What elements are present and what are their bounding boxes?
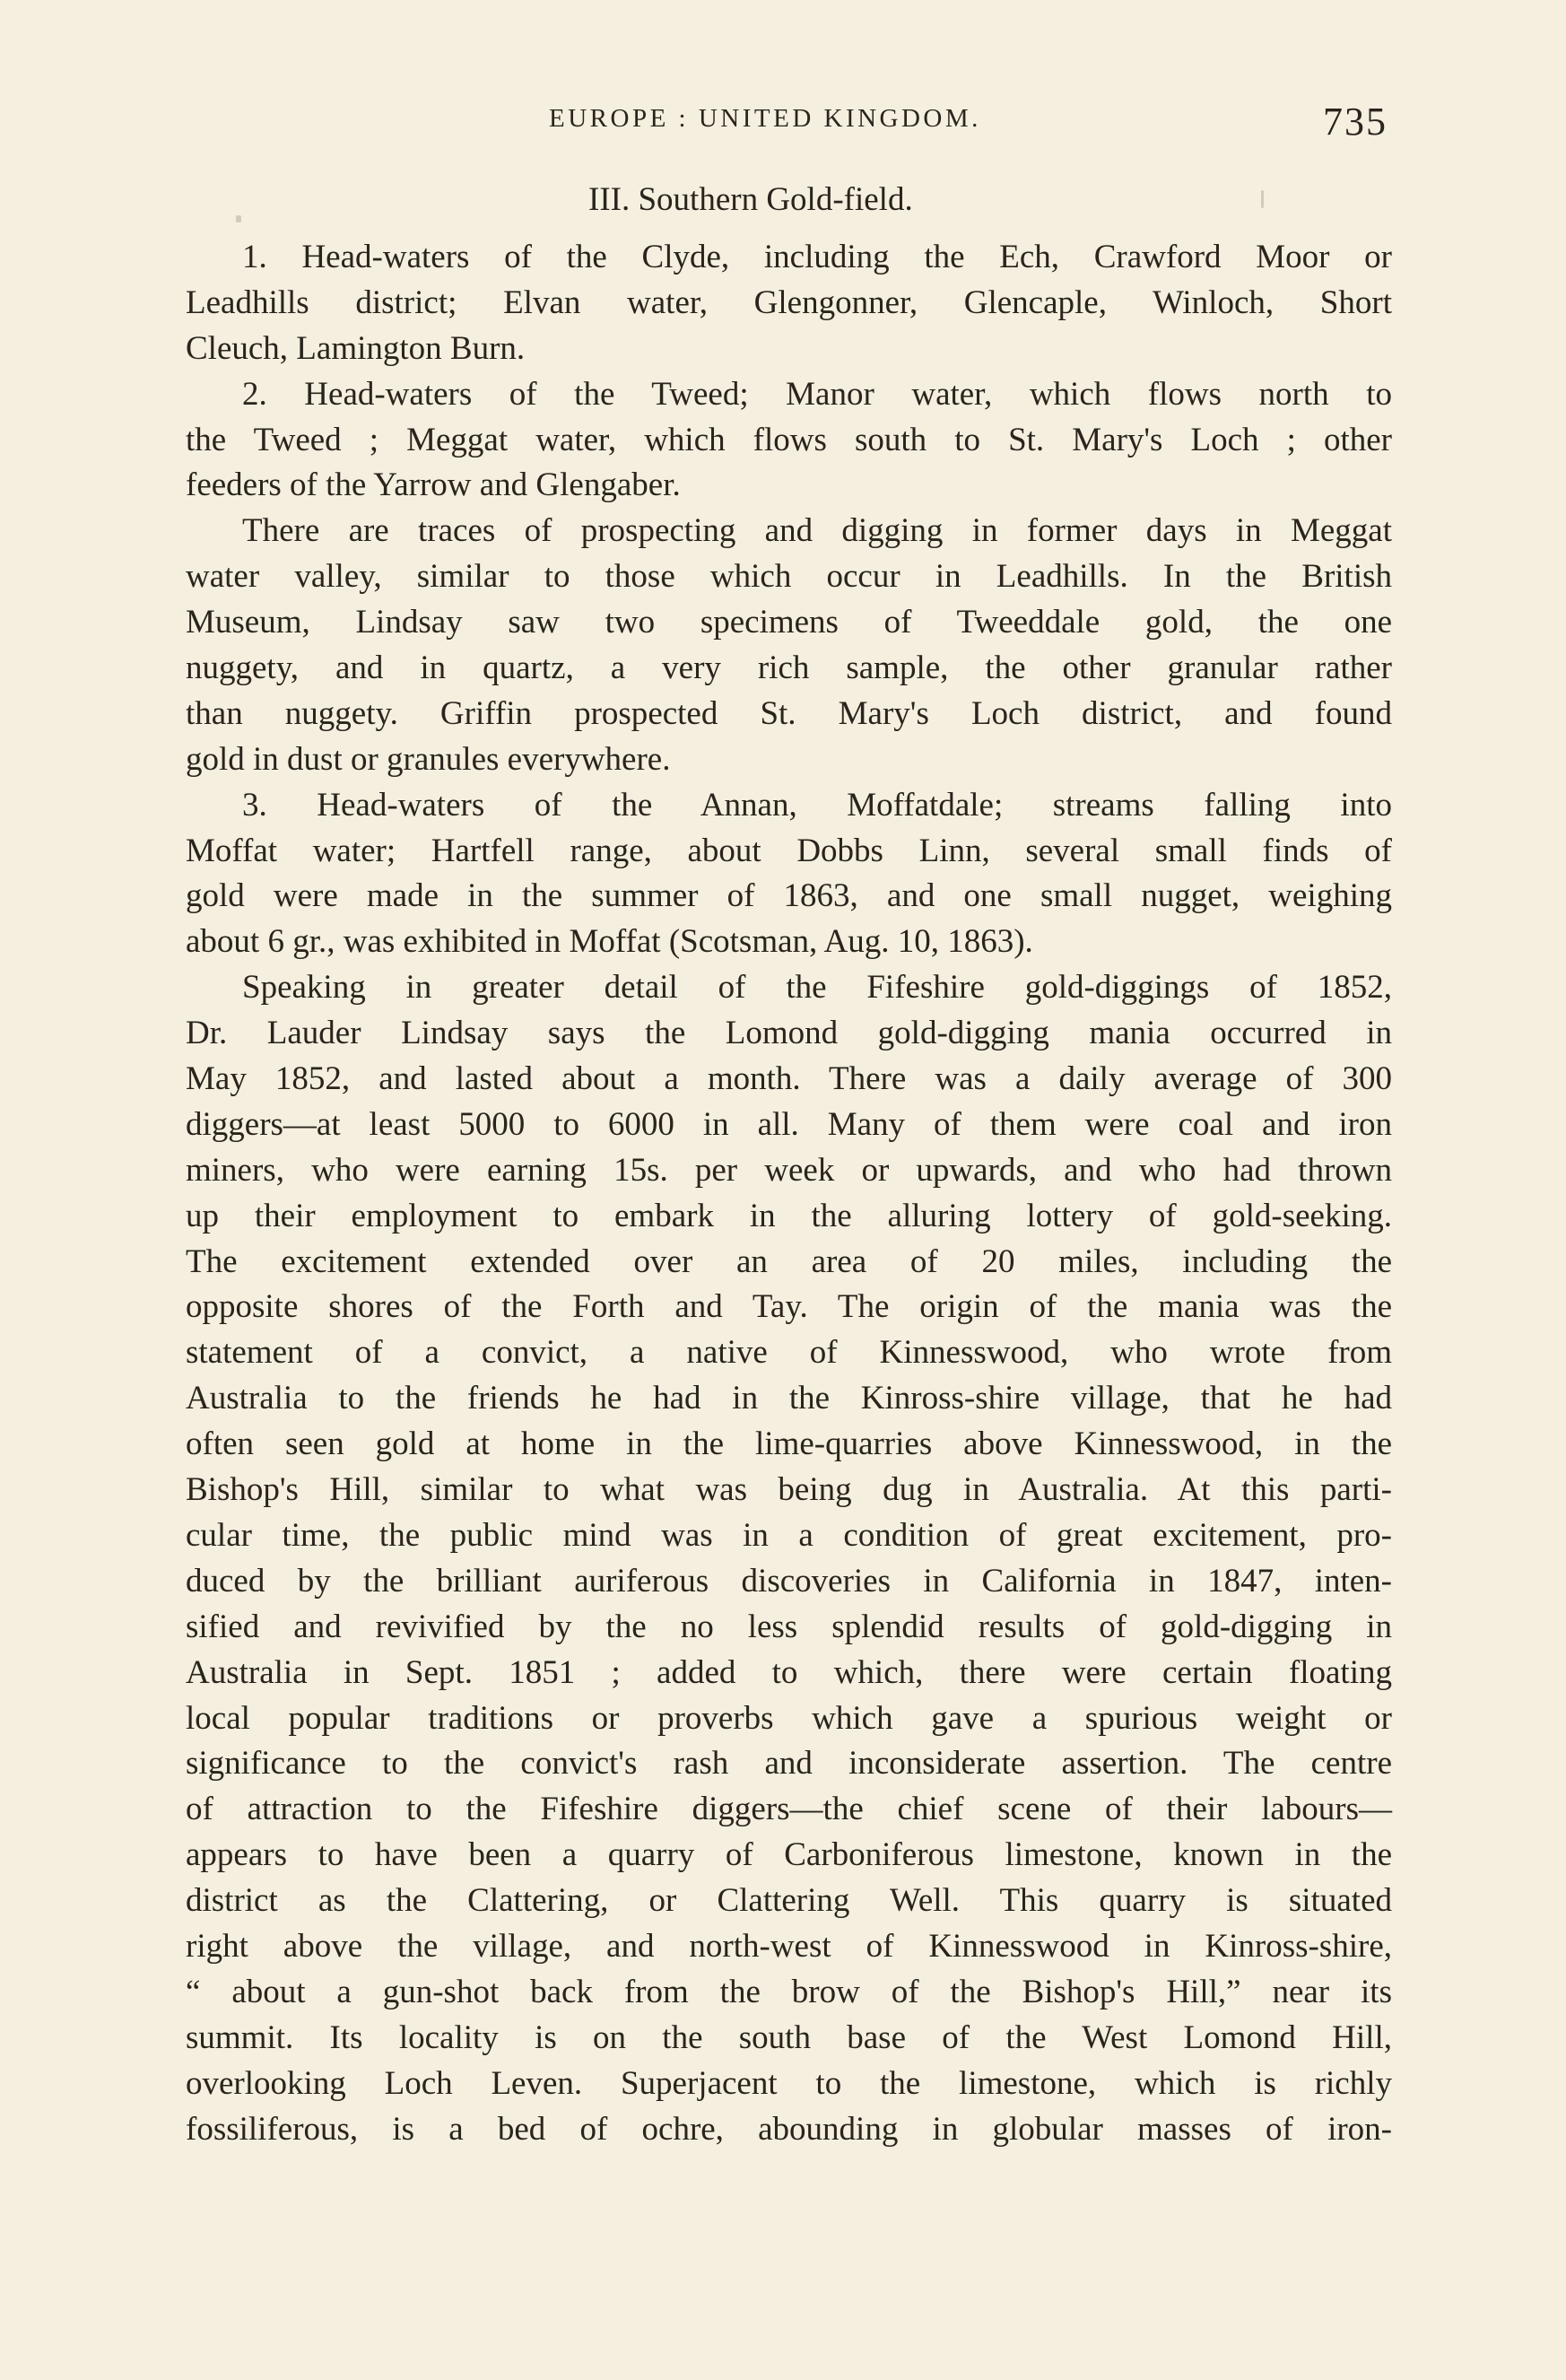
text-line: district as the Clattering, or Clattering Well. This quarry is situated [186, 1882, 1392, 1920]
text-line: “ about a gun-shot back from the brow of the Bishop's Hill,” near its [186, 1973, 1392, 2010]
section-title: III. Southern Gold-field. [588, 181, 913, 218]
running-head [0, 99, 1566, 153]
text-line: miners, who were earning 15s. per week or upwards, and who had thrown [186, 1151, 1392, 1189]
text-line: local popular traditions or proverbs which gave a spurious weight or [186, 1699, 1392, 1737]
text-line: often seen gold at home in the lime-quarries above Kinnesswood, in the [186, 1425, 1392, 1463]
text-line: fossiliferous, is a bed of ochre, abounding in globular masses of iron- [186, 2110, 1392, 2148]
text-line: statement of a convict, a native of Kinnesswood, who wrote from [186, 1334, 1392, 1372]
paper-speck [1261, 190, 1264, 208]
text-line: Museum, Lindsay saw two specimens of Tweeddale gold, the one [186, 604, 1392, 641]
text-line: Speaking in greater detail of the Fifeshire gold-diggings of 1852, [242, 969, 1392, 1007]
text-line: Australia in Sept. 1851 ; added to which, there were certain floating [186, 1653, 1392, 1691]
text-line: duced by the brilliant auriferous discoveries in California in 1847, inten- [186, 1562, 1392, 1600]
text-line: the Tweed ; Meggat water, which flows south to St. Mary's Loch ; other [186, 421, 1392, 458]
text-line: than nuggety. Griffin prospected St. Mary's Loch district, and found [186, 694, 1392, 732]
text-line: The excitement extended over an area of 20 miles, including the [186, 1242, 1392, 1280]
text-line: up their employment to embark in the alluring lottery of gold-seeking. [186, 1197, 1392, 1234]
text-line: May 1852, and lasted about a month. There was a daily average of 300 [186, 1060, 1392, 1098]
page-number: 735 [1323, 100, 1388, 144]
text-line: about 6 gr., was exhibited in Moffat (Scotsman, Aug. 10, 1863). [186, 923, 1033, 961]
text-line: cular time, the public mind was in a condition of great excitement, pro- [186, 1516, 1392, 1554]
text-line: 3. Head-waters of the Annan, Moffatdale; streams falling into [242, 786, 1392, 824]
text-line: summit. Its locality is on the south base of the West Lomond Hill, [186, 2018, 1392, 2056]
text-line: There are traces of prospecting and digging in former days in Meggat [242, 512, 1392, 550]
paper-speck [236, 215, 241, 222]
text-line: gold in dust or granules everywhere. [186, 740, 671, 778]
text-line: opposite shores of the Forth and Tay. The origin of the mania was the [186, 1288, 1392, 1326]
text-line: 1. Head-waters of the Clyde, including the Ech, Crawford Moor or [242, 239, 1392, 275]
text-line: nuggety, and in quartz, a very rich sample, the other granular rather [186, 649, 1392, 687]
text-line: Leadhills district; Elvan water, Glengonner, Glencaple, Winloch, Short [186, 283, 1392, 321]
text-line: Moffat water; Hartfell range, about Dobbs Linn, several small finds of [186, 832, 1392, 869]
text-line: significance to the convict's rash and inconsiderate assertion. The centre [186, 1745, 1392, 1783]
text-line: overlooking Loch Leven. Superjacent to the limestone, which is richly [186, 2064, 1392, 2102]
text-line: Australia to the friends he had in the Kinross-shire village, that he had [186, 1380, 1392, 1417]
text-line: 2. Head-waters of the Tweed; Manor water, which flows north to [242, 375, 1392, 413]
text-line: appears to have been a quarry of Carboniferous limestone, known in the [186, 1836, 1392, 1874]
text-line: Cleuch, Lamington Burn. [186, 329, 526, 367]
text-line: Dr. Lauder Lindsay says the Lomond gold-digging mania occurred in [186, 1015, 1392, 1052]
text-line: gold were made in the summer of 1863, and one small nugget, weighing [186, 877, 1392, 915]
text-line: Bishop's Hill, similar to what was being dug in Australia. At this parti- [186, 1471, 1392, 1509]
running-title: EUROPE : UNITED KINGDOM. [549, 104, 981, 133]
text-line: of attraction to the Fifeshire diggers—the chief scene of their labours— [186, 1791, 1392, 1828]
text-line: diggers—at least 5000 to 6000 in all. Many of them were coal and iron [186, 1105, 1392, 1143]
text-line: feeders of the Yarrow and Glengaber. [186, 466, 681, 504]
text-line: right above the village, and north-west of Kinnesswood in Kinross-shire, [186, 1927, 1392, 1965]
text-line: sified and revivified by the no less splendid results of gold-digging in [186, 1608, 1392, 1645]
text-line: water valley, similar to those which occur in Leadhills. In the British [186, 558, 1392, 596]
body-text [186, 235, 1392, 2152]
